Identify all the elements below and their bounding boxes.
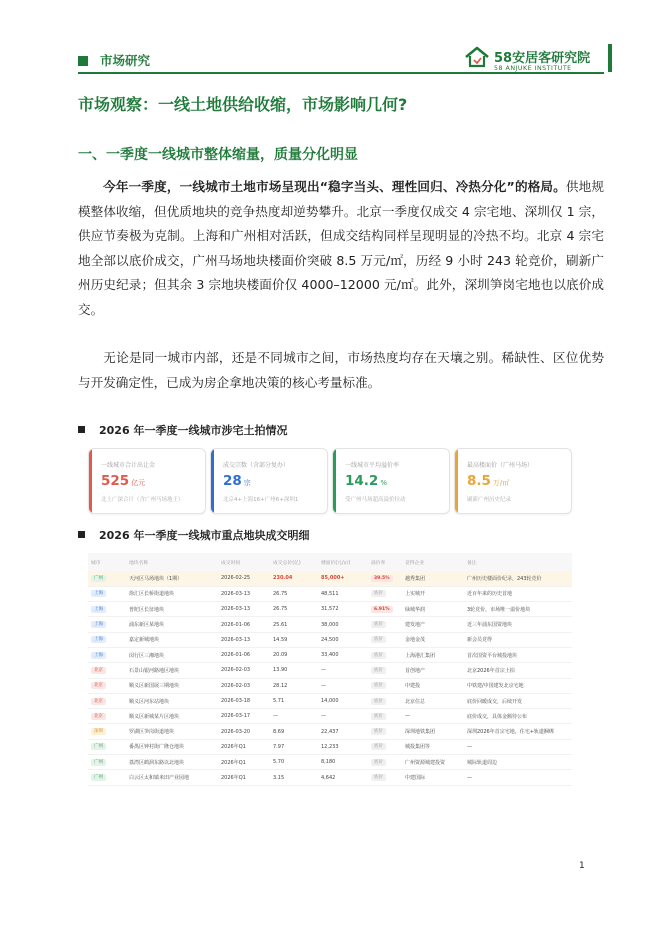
table-row <box>88 709 572 724</box>
city-tag: 深圳 <box>91 728 106 735</box>
premium-badge: 底价 <box>371 743 386 750</box>
cell-total: 14.59 <box>273 636 288 643</box>
cell-buyer: 城投集团等 <box>405 744 431 751</box>
city-tag: 北京 <box>91 682 106 689</box>
table-row <box>88 693 572 708</box>
cell-city <box>88 663 126 678</box>
table-row <box>88 586 572 601</box>
card-note: 受广州马场超高溢价拉动 <box>345 497 406 503</box>
table-row <box>88 617 572 632</box>
bullet-square-icon <box>78 531 85 538</box>
cell-name: 顺义区新城某片区地块 <box>129 713 180 720</box>
cell-name: 嘉定新城地块 <box>129 637 160 644</box>
premium-badge: 底价 <box>371 652 386 659</box>
cell-date: 2026-01-06 <box>221 652 251 659</box>
premium-badge: 底价 <box>371 590 386 597</box>
premium-badge: 39.5% <box>371 575 393 582</box>
city-tag: 北京 <box>91 667 106 674</box>
table-row <box>88 571 572 586</box>
table-row <box>88 602 572 617</box>
cell-city <box>88 632 126 647</box>
premium-badge: 底价 <box>371 698 386 705</box>
cell-premium <box>368 632 402 647</box>
cell-buyer: 中建投 <box>405 683 421 690</box>
paragraph-1-lead: 今年一季度，一线城市土地市场呈现出“稳字当头、理性回归、冷热分化”的格局。 <box>103 179 566 194</box>
cell-total: 230.04 <box>273 575 293 582</box>
institute-logo <box>464 44 614 74</box>
city-tag: 广州 <box>91 759 106 766</box>
cell-note: 新会员竞得 <box>467 637 493 644</box>
cell-total: 3.15 <box>273 774 285 781</box>
cell-city <box>88 724 126 739</box>
table-row <box>88 663 572 678</box>
cell-buyer: 中建国际 <box>405 775 426 781</box>
card-note: 北上广深合计（含广州马场地王） <box>101 497 184 503</box>
cell-date: 2026年Q1 <box>221 759 246 766</box>
cell-note: — <box>467 774 472 781</box>
cell-city <box>88 571 126 586</box>
city-tag: 上海 <box>91 636 106 643</box>
section-marker <box>78 56 88 66</box>
col-header: 城市 <box>91 560 101 566</box>
cell-buyer: 越秀集团 <box>405 575 426 582</box>
cell-date: 2026-02-03 <box>221 667 251 674</box>
cell-note: 城际轨道周边 <box>467 759 498 766</box>
cell-price: 31,572 <box>321 606 339 613</box>
cell-total: 26.75 <box>273 606 288 613</box>
city-tag: 广州 <box>91 774 106 781</box>
card-accent-bar <box>455 449 458 514</box>
cell-date: 2026年Q1 <box>221 775 246 781</box>
cell-name: 石景山银河路地区地块 <box>129 667 180 674</box>
cell-price: 14,000 <box>321 698 339 705</box>
table-row <box>88 770 572 785</box>
paragraph-1 <box>78 175 604 323</box>
city-tag: 广州 <box>91 743 106 750</box>
page-header <box>0 0 662 80</box>
cell-city <box>88 755 126 770</box>
city-tag: 广州 <box>91 575 106 582</box>
cell-premium <box>368 586 402 601</box>
cell-city <box>88 602 126 617</box>
card-value: 525 亿元 <box>101 473 146 489</box>
cell-buyer: 金地金茂 <box>405 637 426 644</box>
cell-total: 25.61 <box>273 621 288 628</box>
premium-badge: 底价 <box>371 667 386 674</box>
section-heading: 一、一季度一线城市整体缩量，质量分化明显 <box>78 147 358 163</box>
logo-name: 58安居客研究院 <box>494 51 591 66</box>
card-note: 北京4+上海16+广州6+深圳1 <box>223 497 299 503</box>
cell-city <box>88 617 126 632</box>
cell-premium <box>368 739 402 754</box>
col-header: 竞得企业 <box>405 560 425 566</box>
card-value: 14.2 % <box>345 473 387 489</box>
figure-caption-cards: 2026 年一季度一线城市涉宅土拍情况 <box>78 422 287 438</box>
cell-buyer: 上实城开 <box>405 591 426 598</box>
table-row <box>88 739 572 754</box>
cell-city <box>88 647 126 662</box>
cell-note: 底价回暖成交，后续开发 <box>467 698 523 705</box>
premium-badge: 底价 <box>371 636 386 643</box>
cell-buyer: 北京住总 <box>405 698 426 705</box>
premium-badge: 底价 <box>371 728 386 735</box>
cell-price: 33,400 <box>321 652 339 659</box>
deals-table-wrapper <box>88 553 572 821</box>
cell-premium <box>368 755 402 770</box>
cell-date: 2026-03-13 <box>221 590 251 597</box>
cell-note: 中铁建/中国建发北京宅地 <box>467 683 524 690</box>
bullet-square-icon <box>78 426 85 433</box>
cell-price: — <box>321 667 326 674</box>
cell-date: 2026-03-13 <box>221 606 251 613</box>
card-label: 一线城市合计出让金 <box>101 462 156 469</box>
cell-total: 13.90 <box>273 667 288 674</box>
header-rule <box>78 72 604 74</box>
cell-buyer: 上海港汇集团 <box>405 652 436 659</box>
table-row <box>88 755 572 770</box>
cell-note: 近百年来的历史首地 <box>467 591 513 598</box>
cell-total: 5.70 <box>273 759 285 766</box>
cell-total: 20.09 <box>273 652 288 659</box>
table-row <box>88 647 572 662</box>
cell-price: 24,500 <box>321 636 339 643</box>
cell-name: 顺义区新国展三期地块 <box>129 683 180 690</box>
cell-price: 38,000 <box>321 621 339 628</box>
cell-price: 4,642 <box>321 774 336 781</box>
cell-price: 48,511 <box>321 590 339 597</box>
col-header: 地块名称 <box>129 560 149 566</box>
col-header: 备注 <box>467 560 477 566</box>
paragraph-2 <box>78 346 604 395</box>
cell-note: 深圳2026年首宗宅地，住宅+轨道捆绑 <box>467 729 554 736</box>
cell-date: 2026-03-20 <box>221 728 251 735</box>
cell-note: 北京2026年首宗土拍 <box>467 667 515 674</box>
card-total-revenue <box>88 448 206 514</box>
premium-badge: 6.91% <box>371 606 393 613</box>
cell-name: 番禺区钟村街广隆仓地块 <box>129 744 185 751</box>
card-deal-count <box>210 448 328 514</box>
cell-city <box>88 693 126 708</box>
cell-name: 天河区马场地块（1期） <box>129 575 183 582</box>
premium-badge: 底价 <box>371 774 386 781</box>
card-value: 28 宗 <box>223 473 251 489</box>
cell-note: 首次国资平台城投地块 <box>467 652 518 659</box>
city-tag: 北京 <box>91 698 106 705</box>
cell-note: 3轮竞价，市场唯一溢价地块 <box>467 606 531 613</box>
premium-badge: 底价 <box>371 759 386 766</box>
cell-name: 闵行区三湘地块 <box>129 652 165 659</box>
cell-total: 8.69 <box>273 728 285 735</box>
premium-badge: 底价 <box>371 621 386 628</box>
cell-buyer: 建发地产 <box>405 622 426 629</box>
cell-total: 28.12 <box>273 682 288 689</box>
cell-date: 2026-02-25 <box>221 575 251 582</box>
card-label: 最高楼面价（广州马场） <box>467 462 534 469</box>
col-header: 楼面价(元/㎡) <box>321 560 351 566</box>
card-value: 8.5 万/㎡ <box>467 473 510 489</box>
section-label: 市场研究 <box>100 53 151 68</box>
table-row <box>88 632 572 647</box>
cell-total: — <box>273 713 278 720</box>
cell-name: 白云区太和镇米田产业园地 <box>129 775 190 781</box>
cell-date: 2026-03-18 <box>221 698 251 705</box>
cell-city <box>88 678 126 693</box>
cell-date: 2026-02-03 <box>221 682 251 689</box>
page-number: 1 <box>579 861 585 871</box>
cell-buyer: — <box>405 713 410 720</box>
cell-name: 浦东新区某地块 <box>129 622 165 629</box>
cell-name: 荔湾区鹤洞东路以北地块 <box>129 759 185 766</box>
cell-name: 顺义区河东站地块 <box>129 698 170 705</box>
card-note: 刷新广州历史纪录 <box>467 497 512 503</box>
cell-premium <box>368 724 402 739</box>
table-row <box>88 678 572 693</box>
cell-total: 26.75 <box>273 590 288 597</box>
cell-premium <box>368 617 402 632</box>
cell-buyer: 绿城华润 <box>405 606 426 613</box>
cell-note: 近三年浦东国资地块 <box>467 622 513 629</box>
table-header-row <box>88 553 572 571</box>
paragraph-2-body: 无论是同一城市内部，还是不同城市之间，市场热度均存在天壤之别。稀缺性、区位优势与开发确定性，已成为房企拿地决策的核心考量标准。 <box>78 350 604 390</box>
cell-name: 罗湖区笋岗街道地块 <box>129 729 175 736</box>
cell-premium <box>368 647 402 662</box>
cell-city <box>88 586 126 601</box>
cell-buyer: 首创地产 <box>405 667 426 674</box>
paragraph-1-body: 供地规模整体收缩，但优质地块的竞争热度却逆势攀升。北京一季度仅成交 4 宗宅地、深圳仅 1 宗，供应节奏极为克制。上海和广州相对活跃，但成交结构同样呈现明显的冷热不均。北京 4 宗宅地全部以底价成交，广州马场地块楼面价突破 8.5 万元/㎡，历经 9 小时 243 轮竞价，刷新广州历史纪录；但其余 3 宗地块楼面价仅 4000–12000 元/㎡。此外，深圳笋岗宅地也以底价成交。 <box>78 179 604 317</box>
cell-price: — <box>321 713 326 720</box>
cell-price: 22,437 <box>321 728 339 735</box>
premium-badge: 底价 <box>371 713 386 720</box>
cell-city <box>88 709 126 724</box>
city-tag: 北京 <box>91 713 106 720</box>
card-label: 成交宗数（含部分复办） <box>223 462 290 469</box>
cell-date: 2026-03-13 <box>221 636 251 643</box>
city-tag: 上海 <box>91 606 106 613</box>
cell-city <box>88 770 126 785</box>
cell-date: 2026年Q1 <box>221 744 246 751</box>
deals-table <box>88 553 572 786</box>
cell-date: 2026-03-17 <box>221 713 251 720</box>
cell-total: 5.71 <box>273 698 285 705</box>
cell-note: — <box>467 743 472 750</box>
cell-premium <box>368 693 402 708</box>
city-tag: 上海 <box>91 621 106 628</box>
cell-premium <box>368 709 402 724</box>
col-header: 溢价率 <box>371 560 386 566</box>
cell-price: 12,233 <box>321 743 339 750</box>
table-row <box>88 724 572 739</box>
city-tag: 上海 <box>91 590 106 597</box>
col-header: 成交总价(亿) <box>273 560 301 566</box>
cell-note: 底价成交，具体金额待公布 <box>467 713 528 720</box>
cell-buyer: 广州资源城建投资 <box>405 759 446 766</box>
cell-premium <box>368 571 402 586</box>
cell-total: 7.97 <box>273 743 285 750</box>
cell-price: 8,180 <box>321 759 336 766</box>
house-logo-icon <box>464 46 490 68</box>
figure-caption-table: 2026 年一季度一线城市重点地块成交明细 <box>78 527 309 543</box>
cell-date: 2026-01-06 <box>221 621 251 628</box>
cell-premium <box>368 770 402 785</box>
col-header: 成交时间 <box>221 560 241 566</box>
card-max-price <box>454 448 572 514</box>
card-label: 一线城市平均溢价率 <box>345 462 400 469</box>
cell-premium <box>368 663 402 678</box>
premium-badge: 底价 <box>371 682 386 689</box>
cell-premium <box>368 678 402 693</box>
cell-buyer: 深圳地铁集团 <box>405 729 436 736</box>
cell-name: 普陀区长征地块 <box>129 606 165 613</box>
card-accent-bar <box>89 449 92 514</box>
cell-name: 徐汇区长桥街道地块 <box>129 591 175 598</box>
card-accent-bar <box>333 449 336 514</box>
logo-bar <box>608 44 612 72</box>
city-tag: 上海 <box>91 652 106 659</box>
card-avg-premium <box>332 448 450 514</box>
cell-price: 85,000+ <box>321 575 345 582</box>
cell-price: — <box>321 682 326 689</box>
summary-cards <box>88 448 572 514</box>
card-accent-bar <box>211 449 214 514</box>
cell-note: 广州历史楼面价纪录，243轮竞价 <box>467 575 542 582</box>
logo-english: 58 ANJUKE INSTITUTE <box>494 65 572 72</box>
page-title: 市场观察：一线土地供给收缩，市场影响几何? <box>78 95 408 114</box>
cell-city <box>88 739 126 754</box>
cell-premium <box>368 602 402 617</box>
